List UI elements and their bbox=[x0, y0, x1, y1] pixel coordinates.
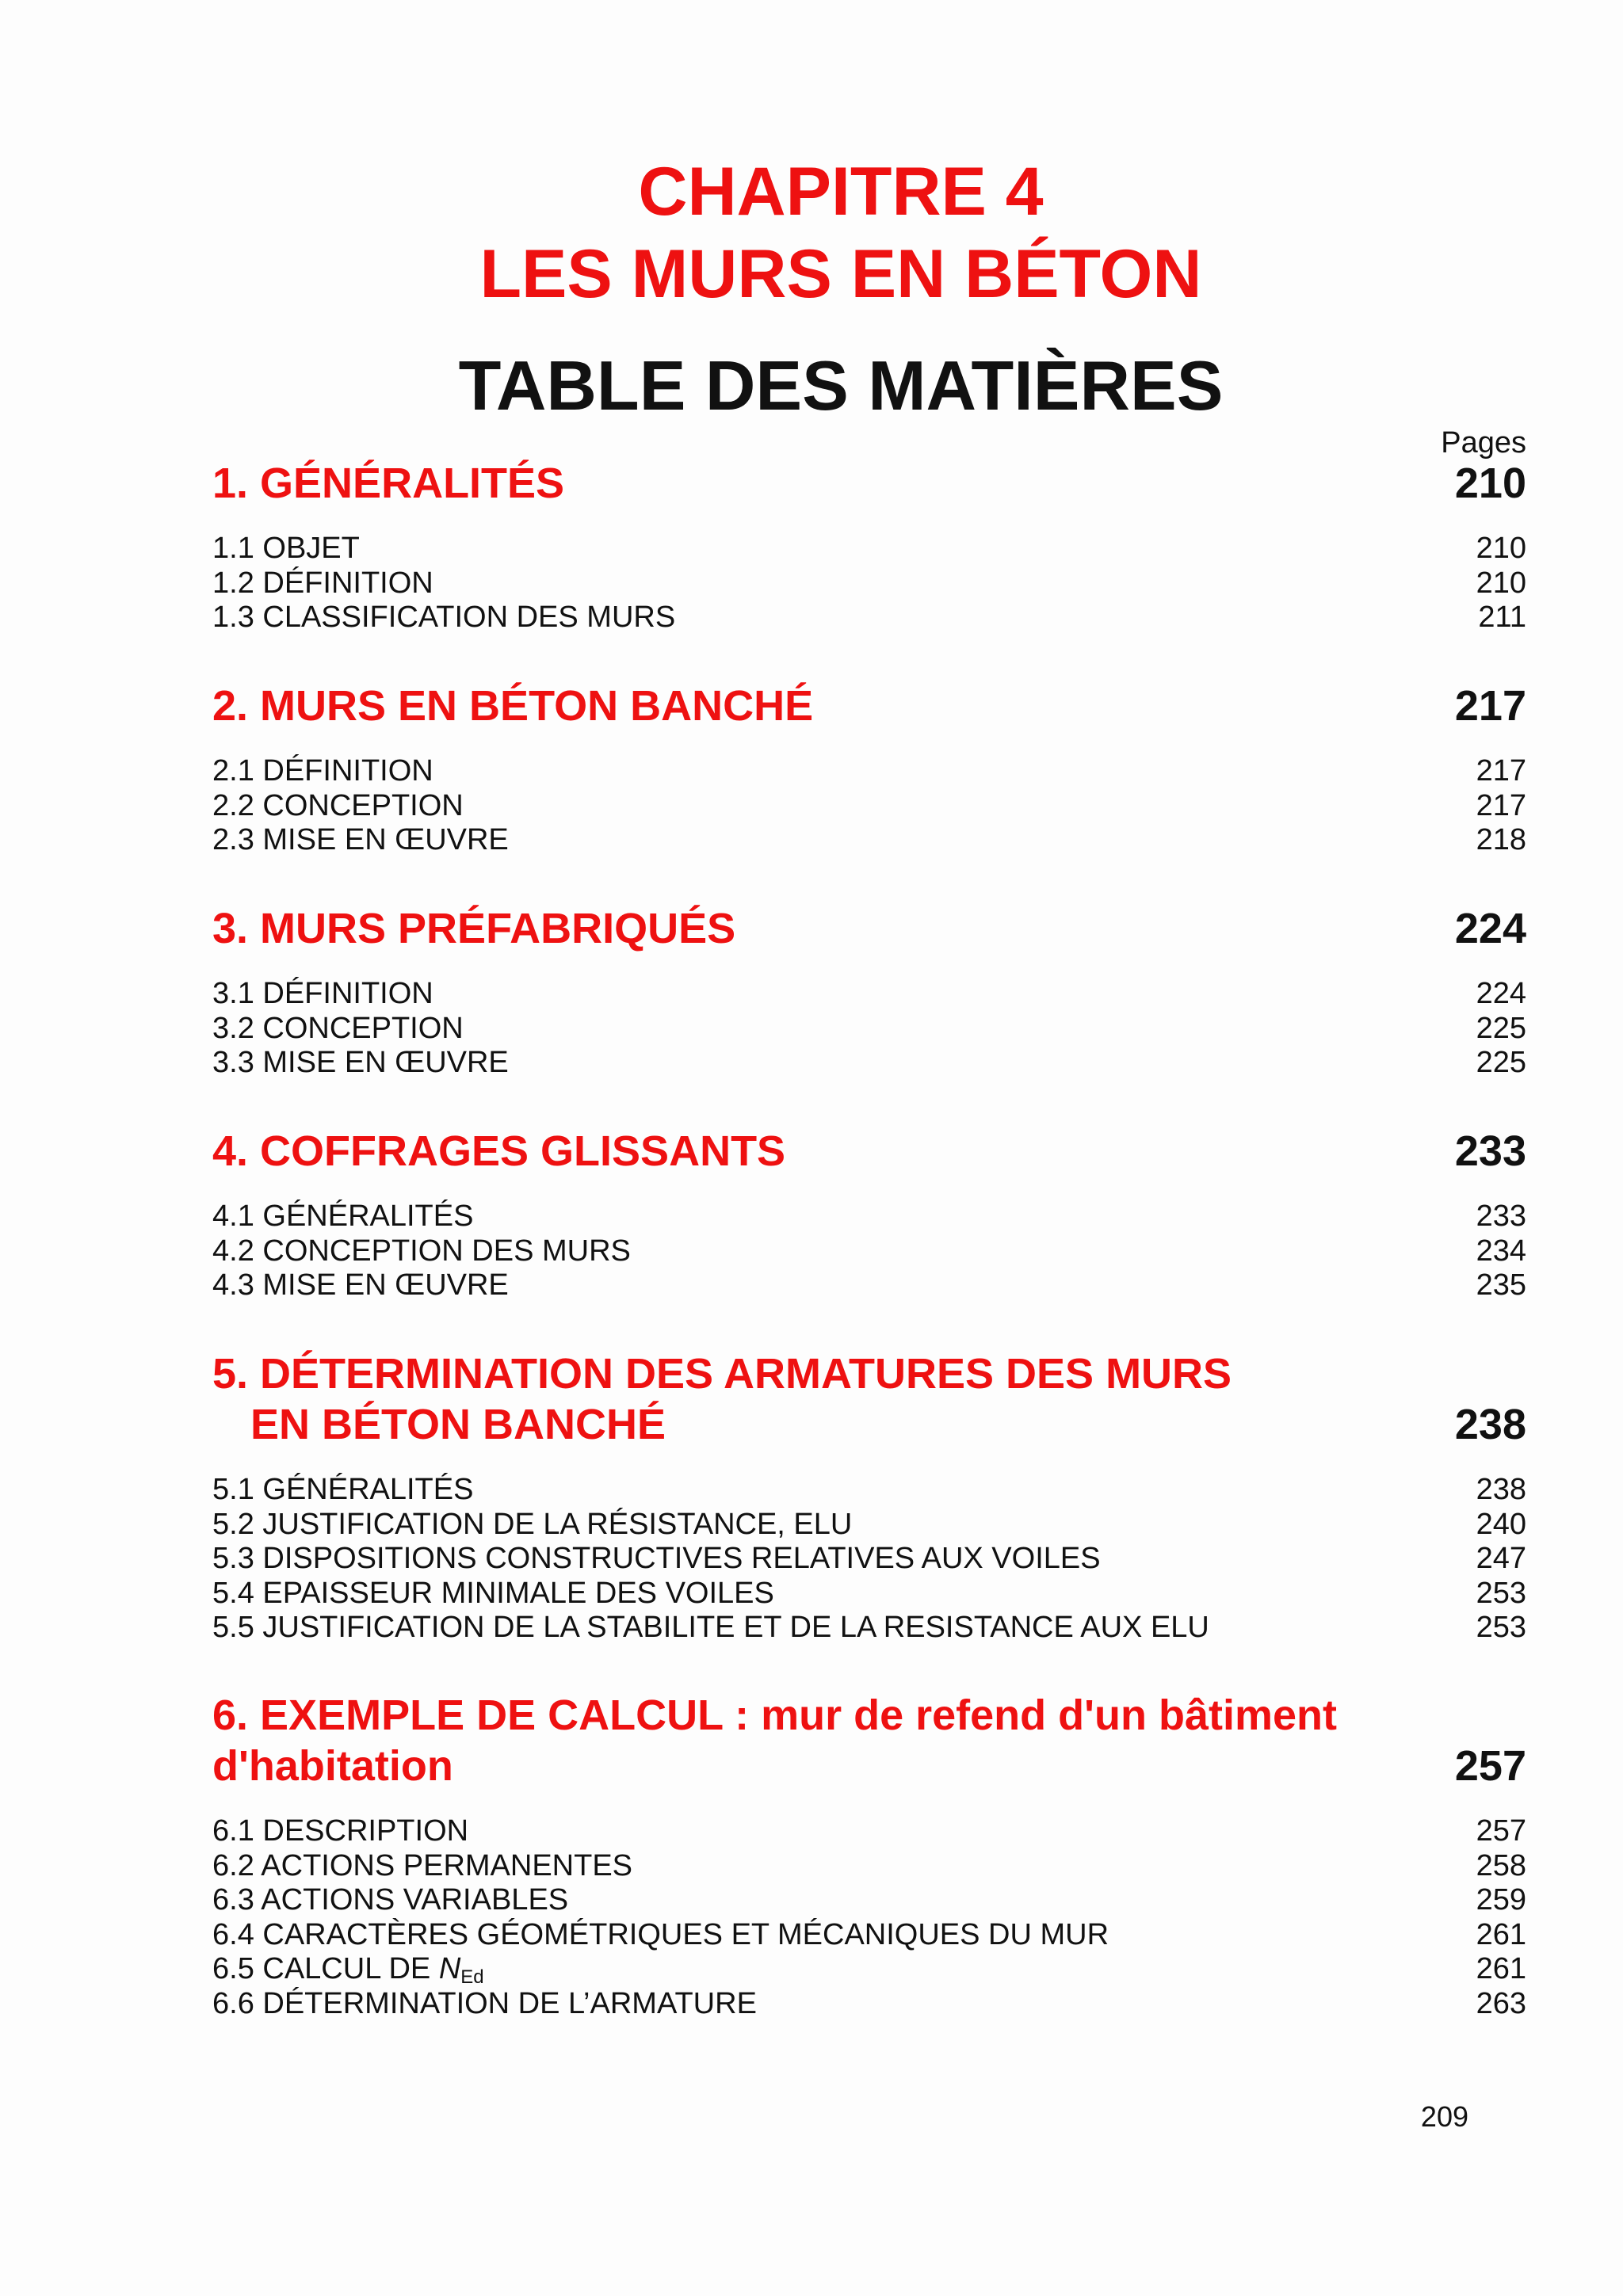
toc-section-3 bbox=[212, 903, 1526, 1080]
toc-entry[interactable] bbox=[212, 753, 1526, 788]
chapter-name: LES MURS EN BÉTON bbox=[479, 236, 1202, 312]
variable-subscript: Ed bbox=[460, 1966, 484, 1989]
section-title-line2: d'habitation bbox=[212, 1742, 453, 1790]
entry-page: 247 bbox=[1476, 1542, 1526, 1576]
entry-label: 5.1 GÉNÉRALITÉS bbox=[212, 1473, 474, 1506]
section-page: 233 bbox=[1454, 1127, 1526, 1175]
toc-entry[interactable] bbox=[212, 600, 1526, 635]
section-heading[interactable] bbox=[212, 1690, 1526, 1791]
entry-page: 234 bbox=[1476, 1234, 1526, 1268]
entry-label: 3.2 CONCEPTION bbox=[212, 1011, 464, 1045]
entry-label-prefix: 6.5 CALCUL DE bbox=[212, 1952, 439, 1986]
section-page: 210 bbox=[1454, 460, 1526, 507]
section-title: 3. MURS PRÉFABRIQUÉS bbox=[212, 905, 736, 952]
entry-label: 1.1 OBJET bbox=[212, 532, 360, 565]
toc-section-4 bbox=[212, 1126, 1526, 1302]
section-heading[interactable] bbox=[212, 1126, 1526, 1177]
section-title: 2. MURS EN BÉTON BANCHÉ bbox=[212, 682, 814, 730]
entry-label: 1.2 DÉFINITION bbox=[212, 566, 433, 600]
toc-entry[interactable] bbox=[212, 566, 1526, 601]
variable-n: N bbox=[438, 1952, 461, 1986]
toc-entry[interactable] bbox=[212, 531, 1526, 566]
toc-entry[interactable] bbox=[212, 1814, 1526, 1848]
entry-page: 240 bbox=[1476, 1507, 1526, 1541]
entry-label: 2.1 DÉFINITION bbox=[212, 754, 433, 788]
pages-column-label: Pages bbox=[1441, 426, 1526, 460]
entry-label: 5.3 DISPOSITIONS CONSTRUCTIVES RELATIVES AUX VOILES bbox=[212, 1542, 1101, 1576]
entry-page: 261 bbox=[1476, 1952, 1526, 1986]
toc-entry[interactable] bbox=[212, 1541, 1526, 1576]
entry-page: 233 bbox=[1476, 1199, 1526, 1233]
entry-page: 224 bbox=[1476, 977, 1526, 1010]
section-title: 1. GÉNÉRALITÉS bbox=[212, 460, 565, 507]
toc-entry[interactable] bbox=[212, 788, 1526, 823]
toc-section-5 bbox=[212, 1348, 1526, 1645]
entry-label: 6.1 DESCRIPTION bbox=[212, 1814, 469, 1848]
entry-page: 217 bbox=[1476, 788, 1526, 822]
toc-entry[interactable] bbox=[212, 976, 1526, 1011]
entry-page: 211 bbox=[1478, 601, 1526, 635]
toc-title: TABLE DES MATIÈRES bbox=[458, 346, 1224, 425]
toc-entry[interactable] bbox=[212, 822, 1526, 857]
entry-label: 6.6 DÉTERMINATION DE L’ARMATURE bbox=[212, 1986, 757, 2020]
entry-page: 259 bbox=[1476, 1883, 1526, 1917]
entry-page: 225 bbox=[1476, 1011, 1526, 1045]
section-title-line2: EN BÉTON BANCHÉ bbox=[250, 1401, 666, 1448]
toc-entry[interactable] bbox=[212, 1507, 1526, 1542]
section-heading[interactable] bbox=[212, 1348, 1526, 1450]
toc-entry[interactable] bbox=[212, 1917, 1526, 1952]
section-page: 224 bbox=[1454, 905, 1526, 952]
entry-page: 218 bbox=[1476, 823, 1526, 857]
section-heading[interactable] bbox=[212, 458, 1526, 509]
entry-label: 4.2 CONCEPTION DES MURS bbox=[212, 1234, 631, 1268]
entry-label: 5.5 JUSTIFICATION DE LA STABILITE ET DE LA RESISTANCE AUX ELU bbox=[212, 1611, 1209, 1645]
entry-label: 5.2 JUSTIFICATION DE LA RÉSISTANCE, ELU bbox=[212, 1507, 853, 1541]
toc-entry[interactable] bbox=[212, 1576, 1526, 1611]
entry-label: 3.1 DÉFINITION bbox=[212, 977, 433, 1010]
toc-entry[interactable] bbox=[212, 1234, 1526, 1268]
entry-page: 263 bbox=[1476, 1986, 1526, 2020]
toc-entry[interactable] bbox=[212, 1882, 1526, 1917]
entry-page: 253 bbox=[1476, 1576, 1526, 1610]
entry-label: 6.3 ACTIONS VARIABLES bbox=[212, 1883, 569, 1917]
entry-label: 2.2 CONCEPTION bbox=[212, 788, 464, 822]
chapter-title bbox=[0, 151, 1623, 315]
toc-entry[interactable] bbox=[212, 1848, 1526, 1883]
toc-entry[interactable] bbox=[212, 1472, 1526, 1507]
chapter-number: CHAPITRE 4 bbox=[638, 154, 1044, 230]
entry-page: 210 bbox=[1476, 566, 1526, 600]
entry-label: 3.3 MISE EN ŒUVRE bbox=[212, 1046, 509, 1080]
toc-entry[interactable] bbox=[212, 1011, 1526, 1046]
entry-page: 210 bbox=[1476, 532, 1526, 565]
section-title-line1: 6. EXEMPLE DE CALCUL : mur de refend d'un bâtiment bbox=[212, 1691, 1337, 1739]
toc-entry[interactable] bbox=[212, 1986, 1526, 2021]
section-page: 257 bbox=[1454, 1742, 1526, 1790]
section-heading[interactable] bbox=[212, 681, 1526, 731]
entry-label: 6.4 CARACTÈRES GÉOMÉTRIQUES ET MÉCANIQUES DU MUR bbox=[212, 1917, 1109, 1951]
section-page: 238 bbox=[1454, 1401, 1526, 1448]
entry-page: 257 bbox=[1476, 1814, 1526, 1848]
entry-page: 235 bbox=[1476, 1268, 1526, 1302]
section-title: 4. COFFRAGES GLISSANTS bbox=[212, 1127, 786, 1175]
entry-page: 258 bbox=[1476, 1848, 1526, 1882]
entry-page: 217 bbox=[1476, 754, 1526, 788]
entry-page: 253 bbox=[1476, 1611, 1526, 1645]
toc-section-6 bbox=[212, 1690, 1526, 2021]
entry-page: 225 bbox=[1476, 1046, 1526, 1080]
entry-label: 1.3 CLASSIFICATION DES MURS bbox=[212, 601, 676, 635]
toc-entry[interactable] bbox=[212, 1951, 1526, 1989]
toc-section-2 bbox=[212, 681, 1526, 857]
toc-entry[interactable] bbox=[212, 1610, 1526, 1645]
toc-section-1 bbox=[212, 458, 1526, 635]
toc-entry[interactable] bbox=[212, 1268, 1526, 1302]
entry-label: 2.3 MISE EN ŒUVRE bbox=[212, 823, 509, 857]
page-number: 209 bbox=[1420, 2100, 1468, 2133]
toc-entry[interactable] bbox=[212, 1045, 1526, 1080]
entry-label: 5.4 EPAISSEUR MINIMALE DES VOILES bbox=[212, 1576, 774, 1610]
entry-label: 4.1 GÉNÉRALITÉS bbox=[212, 1199, 474, 1233]
entry-label: 6.2 ACTIONS PERMANENTES bbox=[212, 1848, 633, 1882]
section-page: 217 bbox=[1454, 682, 1526, 730]
section-heading[interactable] bbox=[212, 903, 1526, 954]
toc-entry[interactable] bbox=[212, 1199, 1526, 1234]
entry-page: 238 bbox=[1476, 1473, 1526, 1506]
entry-label: 4.3 MISE EN ŒUVRE bbox=[212, 1268, 509, 1302]
entry-page: 261 bbox=[1476, 1917, 1526, 1951]
section-title-line1: 5. DÉTERMINATION DES ARMATURES DES MURS bbox=[212, 1350, 1232, 1398]
